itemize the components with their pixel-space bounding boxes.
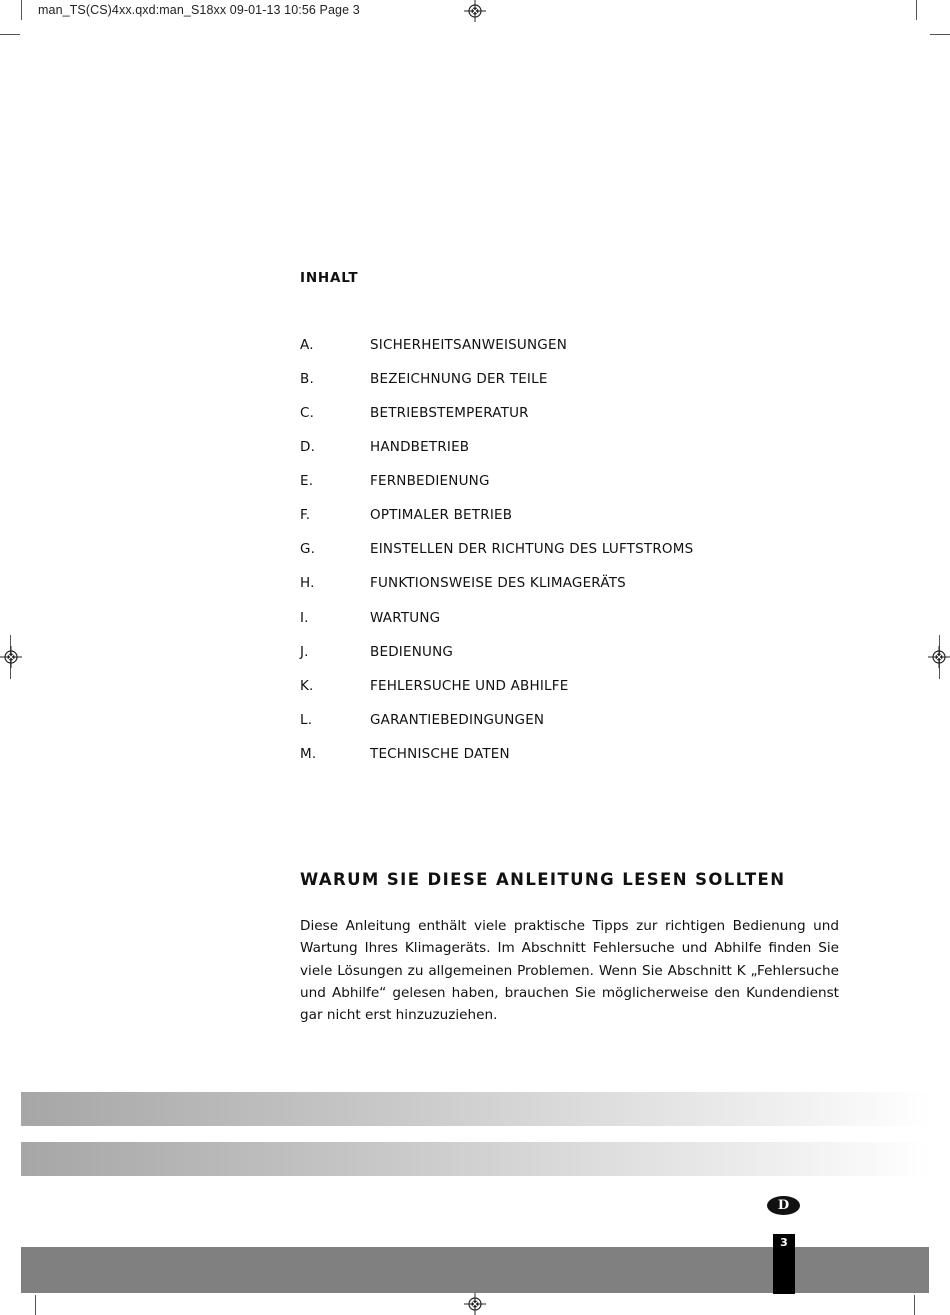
toc-row <box>300 746 860 780</box>
toc-letter: D. <box>300 439 316 456</box>
toc-letter: J. <box>300 643 309 660</box>
toc-letter: A. <box>300 337 314 353</box>
toc-letter: M. <box>300 745 317 762</box>
crop-mark-top-left-vertical <box>21 0 22 20</box>
toc-label: BEDIENUNG <box>370 643 454 660</box>
page-number-tab <box>773 1234 795 1294</box>
toc-letter: G. <box>300 541 316 558</box>
crop-mark-top-left-horizontal <box>0 34 20 35</box>
toc-letter: F. <box>300 507 311 524</box>
toc-row <box>300 439 860 473</box>
decorative-gradient-band-upper <box>21 1092 931 1126</box>
crop-mark-bottom-left-vertical <box>35 1295 36 1315</box>
toc-label: FERNBEDIENUNG <box>370 473 490 490</box>
toc-letter: H. <box>300 575 315 592</box>
registration-mark-bottom-icon <box>464 1293 486 1315</box>
decorative-gradient-band-lower <box>21 1142 931 1176</box>
toc-label: SICHERHEITSANWEISUNGEN <box>370 337 567 353</box>
toc-label: OPTIMALER BETRIEB <box>370 507 513 524</box>
toc-letter: I. <box>300 609 309 626</box>
print-slug-line: man_TS(CS)4xx.qxd:man_S18xx 09-01-13 10:56 Page 3 <box>38 3 360 17</box>
toc-label: EINSTELLEN DER RICHTUNG DES LUFTSTROMS <box>370 541 694 558</box>
toc-row <box>300 405 860 439</box>
toc-row <box>300 644 860 678</box>
toc-row <box>300 507 860 541</box>
crop-mark-top-right-horizontal <box>930 34 950 35</box>
toc-letter: B. <box>300 371 314 388</box>
toc-letter: C. <box>300 405 315 422</box>
toc-label: BETRIEBSTEMPERATUR <box>370 405 529 422</box>
page-number: 3 <box>780 1236 788 1249</box>
toc-label: FEHLERSUCHE UND ABHILFE <box>370 677 569 694</box>
toc-label: BEZEICHNUNG DER TEILE <box>370 371 548 388</box>
crop-mark-top-right-vertical <box>916 0 917 20</box>
toc-row <box>300 371 860 405</box>
toc-label: TECHNISCHE DATEN <box>370 745 510 762</box>
toc-row <box>300 337 860 371</box>
toc-label: HANDBETRIEB <box>370 439 470 456</box>
toc-letter: L. <box>300 711 313 728</box>
toc-letter: K. <box>300 677 314 694</box>
toc-label: WARTUNG <box>370 609 441 626</box>
toc-label: FUNKTIONSWEISE DES KLIMAGERÄTS <box>370 575 626 592</box>
toc-row <box>300 610 860 644</box>
toc-title: INHALT <box>300 270 359 286</box>
crop-mark-bottom-right-vertical <box>914 1295 915 1315</box>
toc-row <box>300 712 860 746</box>
registration-mark-top-icon <box>464 0 486 22</box>
toc-row <box>300 575 860 609</box>
toc-label: GARANTIEBEDINGUNGEN <box>370 711 545 728</box>
registration-mark-right-icon <box>928 646 950 668</box>
section-heading: WARUM SIE DIESE ANLEITUNG LESEN SOLLTEN <box>300 870 786 889</box>
table-of-contents <box>300 337 860 780</box>
section-body-paragraph: Diese Anleitung enthält viele praktische Tipps zur richtigen Bedienung und Wartung Ihres Klimageräts. Im Abschnitt Fehlersuche und Abhilfe finden Sie viele Lösungen zu allgemeinen Problemen. Wenn Sie Abschnitt K „Fehlersuche und Abhilfe“ gelesen haben, brauchen Sie möglicherweise den Kundendienst gar nicht erst hinzuzuziehen. <box>300 918 839 1024</box>
registration-mark-left-icon <box>0 646 22 668</box>
toc-row <box>300 678 860 712</box>
language-badge: D <box>767 1196 800 1215</box>
toc-row <box>300 473 860 507</box>
toc-letter: E. <box>300 473 314 490</box>
toc-row <box>300 541 860 575</box>
